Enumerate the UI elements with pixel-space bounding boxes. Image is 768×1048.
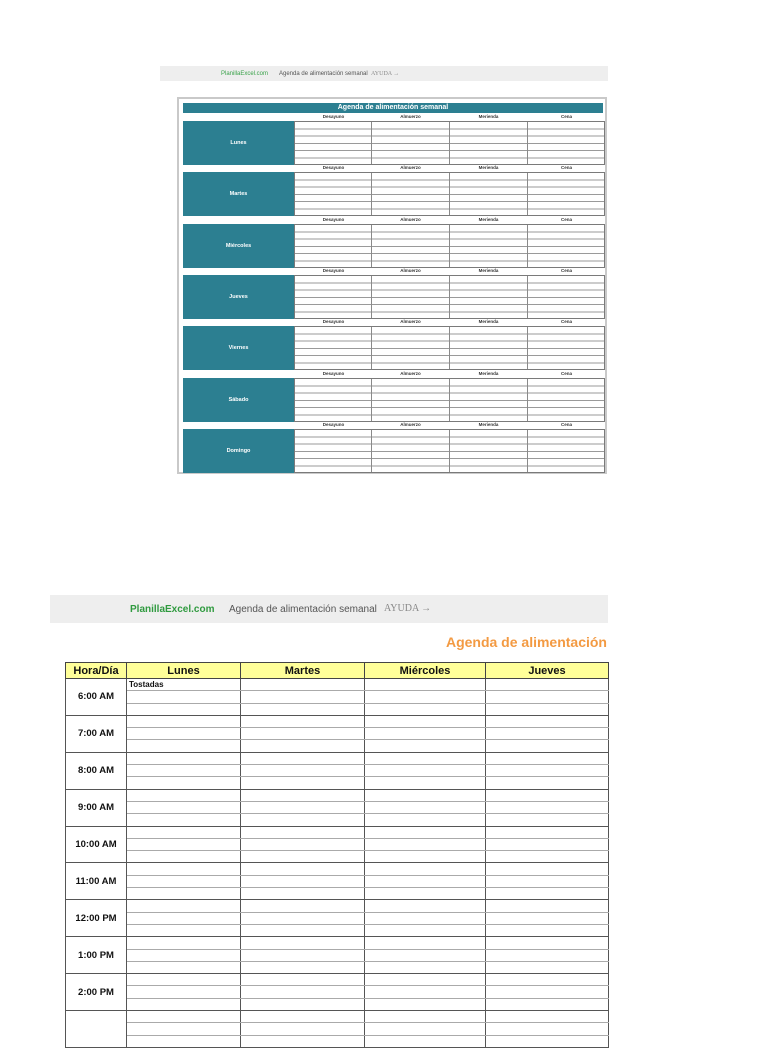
meal-header: Desayuno (322, 267, 345, 273)
agenda-cell[interactable] (486, 1011, 609, 1023)
meal-header: Almuerzo (400, 319, 421, 325)
top-page-title: Agenda de alimentación semanal (279, 70, 368, 77)
table-row (66, 691, 609, 703)
meal-header: Merienda (478, 370, 499, 376)
day-label: Jueves (183, 275, 294, 319)
agenda-cell[interactable] (127, 937, 241, 949)
agenda-cell[interactable] (486, 801, 609, 813)
hour-cell: 1:00 PM (66, 937, 127, 974)
agenda-cell[interactable] (241, 961, 365, 973)
agenda-cell[interactable] (241, 998, 365, 1010)
meal-header: Almuerzo (400, 165, 421, 171)
table-row (66, 752, 609, 764)
hour-cell: 9:00 AM (66, 789, 127, 826)
agenda-cell[interactable] (486, 740, 609, 752)
meal-header: Almuerzo (400, 114, 421, 119)
agenda-cell[interactable] (486, 937, 609, 949)
agenda-cell[interactable] (127, 838, 241, 850)
day-block (183, 217, 605, 268)
meal-header: Desayuno (322, 216, 345, 222)
agenda-cell[interactable] (365, 715, 486, 727)
table-body (66, 679, 609, 1048)
agenda-cell[interactable] (241, 814, 365, 826)
agenda-cell[interactable] (365, 998, 486, 1010)
agenda-cell[interactable] (241, 752, 365, 764)
agenda-cell[interactable] (365, 986, 486, 998)
agenda-cell[interactable] (486, 1035, 609, 1047)
day-label: Viernes (183, 326, 294, 370)
hour-cell: 10:00 AM (66, 826, 127, 863)
table-row (66, 801, 609, 813)
table-row (66, 789, 609, 801)
agenda-cell[interactable] (127, 961, 241, 973)
agenda-cell[interactable] (365, 1023, 486, 1035)
agenda-cell[interactable] (365, 838, 486, 850)
agenda-cell[interactable] (127, 912, 241, 924)
hour-cell (66, 1011, 127, 1048)
agenda-cell[interactable] (486, 912, 609, 924)
table-header-row (66, 663, 609, 679)
hour-cell: 6:00 AM (66, 679, 127, 716)
agenda-cell[interactable] (241, 875, 365, 887)
meal-grid[interactable] (294, 172, 605, 216)
meal-header: Cena (560, 370, 572, 376)
meal-grid[interactable] (294, 121, 605, 165)
hourly-agenda-table (65, 662, 609, 1048)
agenda-cell[interactable] (127, 826, 241, 838)
agenda-cell[interactable] (486, 765, 609, 777)
agenda-cell[interactable] (127, 924, 241, 936)
meal-header-row (295, 165, 605, 171)
table-row (66, 765, 609, 777)
agenda-cell[interactable] (486, 789, 609, 801)
agenda-cell[interactable] (241, 691, 365, 703)
day-block (183, 268, 605, 319)
agenda-cell[interactable] (365, 863, 486, 875)
agenda-cell[interactable] (241, 715, 365, 727)
agenda-cell[interactable] (127, 715, 241, 727)
table-row (66, 1023, 609, 1035)
meal-header: Almuerzo (400, 216, 421, 222)
table-row (66, 924, 609, 936)
day-label: Miércoles (183, 224, 294, 268)
meal-header-row (295, 268, 605, 274)
col-header-martes: Martes (241, 663, 365, 679)
agenda-cell[interactable] (127, 814, 241, 826)
agenda-cell[interactable] (486, 826, 609, 838)
agenda-cell[interactable] (127, 986, 241, 998)
agenda-cell[interactable] (486, 728, 609, 740)
table-row (66, 851, 609, 863)
agenda-cell[interactable] (365, 703, 486, 715)
agenda-cell[interactable] (365, 728, 486, 740)
agenda-cell[interactable] (241, 703, 365, 715)
day-label: Martes (183, 172, 294, 216)
agenda-cell[interactable] (241, 789, 365, 801)
agenda-cell[interactable] (241, 912, 365, 924)
table-row (66, 998, 609, 1010)
agenda-cell[interactable] (241, 851, 365, 863)
meal-header: Cena (560, 319, 572, 325)
meal-header: Merienda (478, 165, 499, 171)
table-row (66, 777, 609, 789)
agenda-cell[interactable] (127, 801, 241, 813)
agenda-cell[interactable] (486, 777, 609, 789)
agenda-cell[interactable] (241, 949, 365, 961)
agenda-cell[interactable] (365, 924, 486, 936)
agenda-cell[interactable] (127, 974, 241, 986)
agenda-cell[interactable] (365, 765, 486, 777)
table-row (66, 715, 609, 727)
agenda-cell[interactable] (127, 777, 241, 789)
top-help-link[interactable]: AYUDA → (371, 70, 400, 77)
meal-grid[interactable] (294, 378, 605, 422)
agenda-cell[interactable] (241, 937, 365, 949)
agenda-cell[interactable]: Tostadas (127, 679, 241, 691)
agenda-cell[interactable] (486, 875, 609, 887)
day-block (183, 371, 605, 422)
hour-cell: 11:00 AM (66, 863, 127, 900)
agenda-cell[interactable] (365, 900, 486, 912)
agenda-cell[interactable] (486, 814, 609, 826)
table-row (66, 900, 609, 912)
meal-header: Merienda (478, 319, 499, 325)
agenda-cell[interactable] (486, 888, 609, 900)
agenda-cell[interactable] (127, 1011, 241, 1023)
agenda-cell[interactable] (365, 974, 486, 986)
col-header-jueves: Jueves (486, 663, 609, 679)
table-row (66, 740, 609, 752)
table-row (66, 679, 609, 691)
day-label: Lunes (183, 121, 294, 165)
agenda-cell[interactable] (241, 900, 365, 912)
agenda-cell[interactable] (365, 826, 486, 838)
meal-header-row (295, 319, 605, 325)
meal-header: Merienda (478, 114, 499, 119)
day-label: Sábado (183, 378, 294, 422)
agenda-cell[interactable] (365, 1011, 486, 1023)
agenda-cell[interactable] (486, 949, 609, 961)
agenda-cell[interactable] (241, 801, 365, 813)
agenda-cell[interactable] (486, 703, 609, 715)
agenda-cell[interactable] (365, 740, 486, 752)
agenda-cell[interactable] (486, 752, 609, 764)
agenda-cell[interactable] (365, 691, 486, 703)
meal-header: Almuerzo (400, 421, 421, 427)
bottom-help-link[interactable]: AYUDA → (384, 603, 432, 614)
agenda-cell[interactable] (486, 961, 609, 973)
table-row (66, 949, 609, 961)
agenda-title: Agenda de alimentación (445, 634, 607, 650)
agenda-cell[interactable] (486, 851, 609, 863)
agenda-cell[interactable] (486, 986, 609, 998)
day-block (183, 114, 605, 165)
agenda-cell[interactable] (241, 863, 365, 875)
meal-header: Merienda (478, 216, 499, 222)
agenda-cell[interactable] (241, 974, 365, 986)
agenda-cell[interactable] (486, 1023, 609, 1035)
agenda-cell[interactable] (365, 937, 486, 949)
table-row (66, 703, 609, 715)
sheet-title: Agenda de alimentación semanal (183, 103, 603, 113)
meal-header: Merienda (478, 421, 499, 427)
meal-header: Desayuno (322, 114, 345, 119)
agenda-cell[interactable] (127, 888, 241, 900)
agenda-cell[interactable] (127, 900, 241, 912)
agenda-cell[interactable] (127, 949, 241, 961)
agenda-cell[interactable] (486, 998, 609, 1010)
agenda-cell[interactable] (365, 851, 486, 863)
agenda-cell[interactable] (365, 875, 486, 887)
table-row (66, 826, 609, 838)
table-row (66, 728, 609, 740)
agenda-cell[interactable] (241, 679, 365, 691)
bottom-page-title: Agenda de alimentación semanal (229, 604, 377, 615)
meal-header: Desayuno (322, 370, 345, 376)
agenda-cell[interactable] (486, 679, 609, 691)
agenda-cell[interactable] (127, 740, 241, 752)
agenda-cell[interactable] (365, 961, 486, 973)
meal-grid[interactable] (294, 326, 605, 370)
meal-header: Almuerzo (400, 267, 421, 273)
col-header-miercoles: Miércoles (365, 663, 486, 679)
agenda-cell[interactable] (241, 838, 365, 850)
agenda-cell[interactable] (365, 679, 486, 691)
day-block (183, 422, 605, 473)
agenda-cell[interactable] (127, 875, 241, 887)
agenda-cell[interactable] (486, 974, 609, 986)
table-row (66, 961, 609, 973)
agenda-cell[interactable] (365, 801, 486, 813)
agenda-cell[interactable] (127, 765, 241, 777)
weekly-meal-sheet (177, 97, 607, 474)
day-block (183, 319, 605, 370)
agenda-cell[interactable] (127, 863, 241, 875)
agenda-cell[interactable] (365, 777, 486, 789)
agenda-cell[interactable] (486, 691, 609, 703)
meal-header-row (295, 217, 605, 223)
table-row (66, 888, 609, 900)
meal-header: Cena (560, 216, 572, 222)
agenda-cell[interactable] (365, 949, 486, 961)
agenda-cell[interactable] (241, 1023, 365, 1035)
agenda-cell[interactable] (241, 765, 365, 777)
agenda-cell[interactable] (127, 1023, 241, 1035)
meal-grid[interactable] (294, 224, 605, 268)
agenda-cell[interactable] (241, 777, 365, 789)
agenda-cell[interactable] (241, 986, 365, 998)
meal-header: Desayuno (322, 319, 345, 325)
table-row (66, 912, 609, 924)
agenda-cell[interactable] (241, 888, 365, 900)
agenda-cell[interactable] (365, 1035, 486, 1047)
meal-header: Desayuno (322, 421, 345, 427)
meal-header-row (295, 114, 605, 120)
table-row (66, 814, 609, 826)
agenda-cell[interactable] (127, 851, 241, 863)
meal-header: Cena (560, 267, 572, 273)
agenda-cell[interactable] (486, 924, 609, 936)
table-row (66, 974, 609, 986)
day-label: Domingo (183, 429, 294, 473)
table-row (66, 1011, 609, 1023)
agenda-cell[interactable] (365, 814, 486, 826)
agenda-cell[interactable] (486, 838, 609, 850)
meal-grid[interactable] (294, 429, 605, 473)
table-row (66, 937, 609, 949)
agenda-cell[interactable] (127, 1035, 241, 1047)
bottom-header-bar (50, 595, 608, 623)
meal-header-row (295, 371, 605, 377)
meal-header: Cena (560, 165, 572, 171)
meal-grid[interactable] (294, 275, 605, 319)
table-row (66, 1035, 609, 1047)
agenda-cell[interactable] (241, 740, 365, 752)
agenda-cell[interactable] (127, 703, 241, 715)
day-block (183, 165, 605, 216)
table-row (66, 863, 609, 875)
agenda-cell[interactable] (127, 752, 241, 764)
agenda-cell[interactable] (127, 789, 241, 801)
hour-cell: 7:00 AM (66, 715, 127, 752)
col-header-lunes: Lunes (127, 663, 241, 679)
agenda-cell[interactable] (127, 691, 241, 703)
agenda-cell[interactable] (365, 789, 486, 801)
hour-cell: 8:00 AM (66, 752, 127, 789)
bottom-brand-link[interactable]: PlanillaExcel.com (130, 604, 215, 615)
table-row (66, 986, 609, 998)
agenda-cell[interactable] (486, 900, 609, 912)
meal-header: Desayuno (322, 165, 345, 171)
agenda-cell[interactable] (241, 924, 365, 936)
agenda-cell[interactable] (127, 728, 241, 740)
agenda-cell[interactable] (241, 826, 365, 838)
top-brand-link[interactable]: PlanillaExcel.com (221, 70, 269, 77)
table-row (66, 838, 609, 850)
table-row (66, 875, 609, 887)
meal-header: Almuerzo (400, 370, 421, 376)
agenda-cell[interactable] (486, 715, 609, 727)
agenda-cell[interactable] (486, 863, 609, 875)
meal-header: Merienda (478, 267, 499, 273)
top-header-bar (160, 66, 608, 81)
meal-header-row (295, 422, 605, 428)
meal-header: Cena (560, 114, 572, 119)
agenda-cell[interactable] (365, 888, 486, 900)
agenda-cell[interactable] (365, 912, 486, 924)
meal-header: Cena (560, 421, 572, 427)
hour-cell: 12:00 PM (66, 900, 127, 937)
hour-cell: 2:00 PM (66, 974, 127, 1011)
agenda-cell[interactable] (241, 1011, 365, 1023)
agenda-cell[interactable] (365, 752, 486, 764)
agenda-cell[interactable] (241, 728, 365, 740)
col-header-hour: Hora/Día (66, 663, 127, 679)
agenda-cell[interactable] (241, 1035, 365, 1047)
agenda-cell[interactable] (127, 998, 241, 1010)
